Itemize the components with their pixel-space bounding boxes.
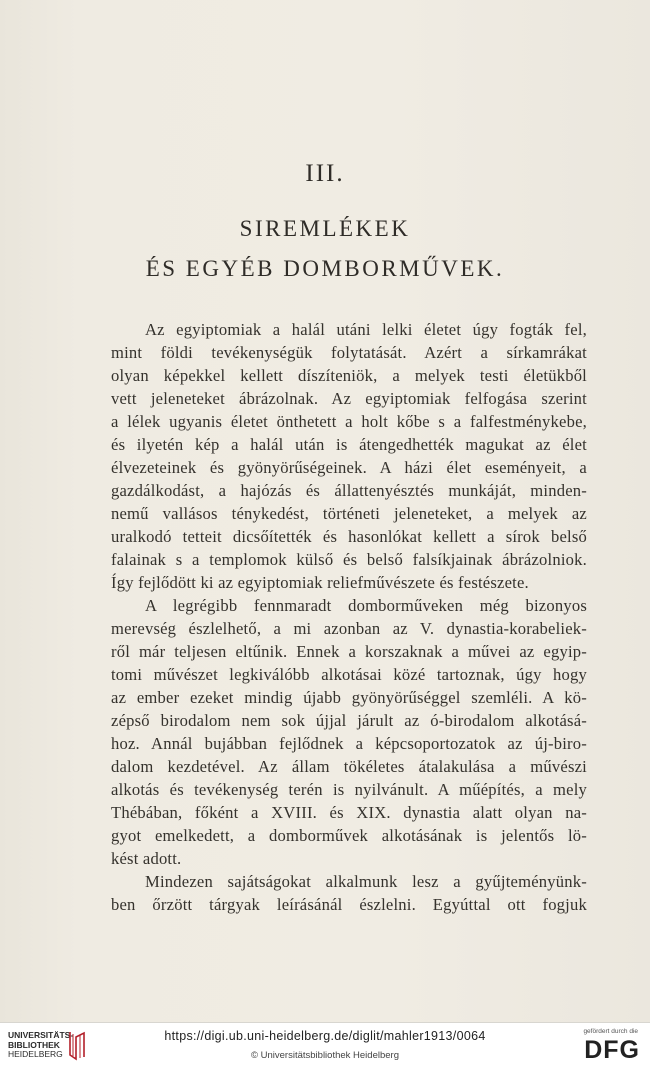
text-line: zépső birodalom nem sok újjal járult az ó-birodalom alkotásá- (111, 711, 587, 730)
body-text (111, 318, 587, 916)
text-line: Így fejlődött ki az egyiptomiak reliefművészete és festészete. (111, 573, 529, 592)
text-line: ben őrzött tárgyak leírásánál észlelni. Egyúttal ott fogjuk (111, 895, 587, 914)
viewer-footer (0, 1022, 650, 1069)
text-line: nemű vallásos ténykedést, történeti jeleneteket, a melyek az (111, 504, 587, 523)
dfg-logo[interactable]: DFG (584, 1036, 640, 1064)
text-line: és ilyetén kép a halál után is átengedhették magukat az élet (111, 435, 587, 454)
text-line: merevség észlelhető, a mi azonban az V. dynastia-korabeliek- (111, 619, 587, 638)
text-line: hoz. Annál bujábban fejlődnek a képcsoportozatok az új-biro- (111, 734, 587, 753)
text-line: élvezeteinek és gyönyörűségeinek. A házi élet eseményeit, a (111, 458, 587, 477)
text-line: Thébában, főként a XVIII. és XIX. dynastia alatt olyan na- (111, 803, 587, 822)
copyright-text: © Universitätsbibliothek Heidelberg (251, 1050, 399, 1061)
chapter-title-line-2: ÉS EGYÉB DOMBORMŰVEK. (145, 256, 505, 281)
text-line: falainak s a templomok külső és belső falsíkjainak ábrázolniok. (111, 550, 587, 569)
chapter-number: III. (305, 160, 345, 187)
text-line: dalom kezdetével. Az állam tökéletes átalakulása a művészi (111, 757, 587, 776)
text-line: a lélek ugyanis életet önthetett a holt kőbe s a falfestménykebe, (111, 412, 587, 431)
text-line: kést adott. (111, 849, 182, 868)
text-line: A legrégibb fennmaradt domborműveken még bizonyos (145, 596, 587, 615)
text-line: alkotás és tevékenység terén is nyilvánult. A műépítés, a mely (111, 780, 587, 799)
chapter-title-line-1: SIREMLÉKEK (239, 216, 411, 241)
text-line: vett jeleneteket ábrázolnak. Az egyiptomiak felfogása szerint (111, 389, 587, 408)
funded-by-text: gefördert durch die (583, 1028, 638, 1035)
text-line: ről már teljesen eltűnik. Ennek a korszaknak a művei az egyip- (111, 642, 587, 661)
library-name-line-1: UNIVERSITÄTS- (8, 1030, 74, 1040)
text-line: gyot emelkedett, a domborművek alkotásának is jelentős lö- (111, 826, 587, 845)
text-line: Mindezen sajátságokat alkalmunk lesz a gyűjteményünk- (145, 872, 587, 891)
text-line: uralkodó tetteit dicsőítették és hasonlókat kellett a sírok belső (111, 527, 587, 546)
text-line: tomi művészet legkiválóbb alkotásai közé tartoznak, úgy hogy (111, 665, 587, 684)
library-name-line-3: HEIDELBERG (8, 1049, 63, 1059)
text-line: Az egyiptomiak a halál utáni lelki életet úgy fogták fel, (145, 320, 587, 339)
library-name-line-2: BIBLIOTHEK (8, 1039, 60, 1050)
text-line: az ember ezeket mindig újabb gyönyörűséggel szemléli. A kö- (111, 688, 587, 707)
text-line: mint földi tevékenységük folytatását. Azért a sírkamrákat (111, 343, 587, 362)
text-line: olyan képekkel kellett díszíteniök, a melyek testi életükből (111, 366, 587, 385)
page-url-link[interactable]: https://digi.ub.uni-heidelberg.de/diglit/mahler1913/0064 (164, 1029, 486, 1043)
text-line: gazdálkodást, a hajózás és állattenyésztés munkáját, minden- (111, 481, 587, 500)
